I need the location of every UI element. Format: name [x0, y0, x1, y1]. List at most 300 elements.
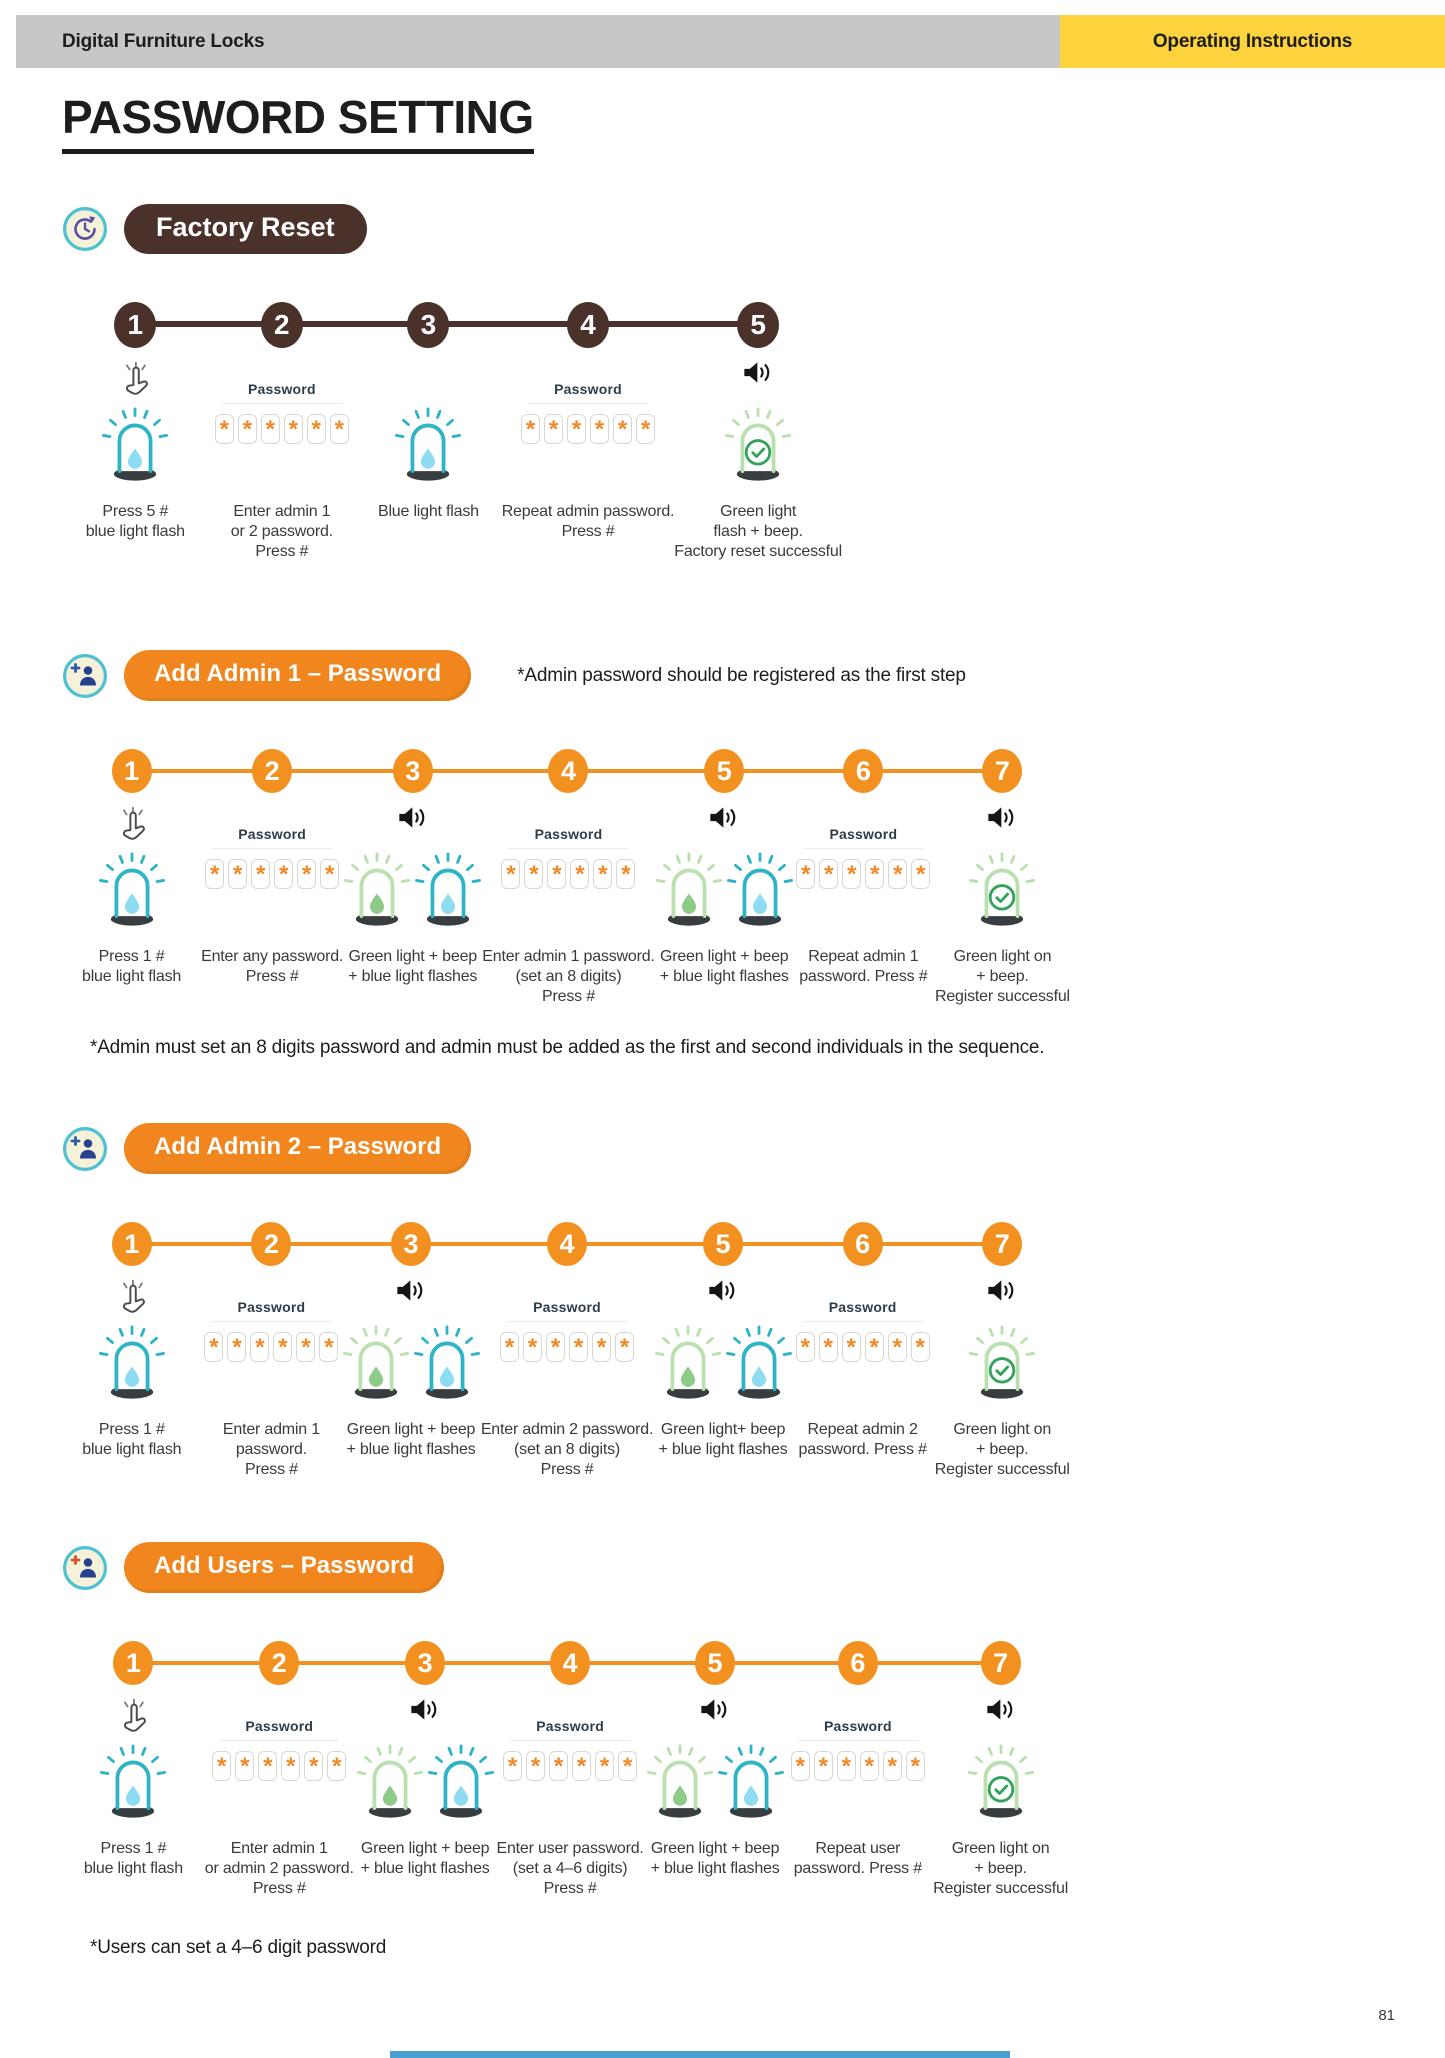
caption-line: + beep.	[974, 1860, 1027, 1877]
caption-line: Green light + beep	[348, 948, 477, 965]
section-title-pill: Factory Reset	[124, 204, 367, 254]
password-underline	[798, 1740, 918, 1741]
password-box	[842, 1332, 861, 1362]
password-underline	[803, 1321, 923, 1322]
caption-line: blue light flash	[83, 1860, 183, 1877]
password-box	[547, 859, 566, 889]
password-box	[819, 859, 838, 889]
caption-line: Factory reset successful	[674, 543, 842, 560]
section-title-pill: Add Admin 1 – Password	[124, 650, 471, 701]
step-caption	[347, 1420, 476, 1460]
speaker-icon	[395, 1278, 427, 1308]
password-box	[327, 1751, 346, 1781]
step-5	[653, 1222, 793, 1480]
asterisk-icon: *	[864, 1753, 874, 1780]
step-7	[929, 1641, 1072, 1899]
lock-icons	[969, 844, 1035, 933]
asterisk-icon: *	[599, 1753, 610, 1780]
lock-icons	[655, 1317, 792, 1406]
lock-blue-icon	[395, 399, 461, 488]
password-underline	[507, 1321, 627, 1322]
caption-line: Green light on	[951, 1840, 1050, 1857]
asterisk-icon: *	[869, 1334, 879, 1361]
caption-line: + blue light flashes	[346, 1441, 476, 1458]
caption-line: Green light on	[953, 1421, 1052, 1438]
caption-line: + blue light flashes	[348, 968, 478, 985]
password-box	[273, 1332, 292, 1362]
asterisk-icon: *	[847, 861, 857, 888]
lock-blue-icon	[414, 1317, 480, 1406]
step-number: 3	[393, 749, 433, 793]
asterisk-icon: *	[621, 861, 631, 888]
speaker-icon	[707, 1278, 739, 1308]
password-box	[304, 1751, 323, 1781]
step-visual	[209, 360, 356, 488]
caption-line: blue light flash	[85, 523, 185, 540]
lock-icons	[725, 399, 791, 488]
history-reset-icon	[62, 206, 108, 252]
asterisk-icon: *	[598, 861, 608, 888]
step-7	[933, 749, 1072, 1007]
section-header	[62, 1542, 1383, 1593]
press-finger-icon	[114, 805, 150, 855]
lock-green-icon	[656, 844, 722, 933]
asterisk-icon: *	[527, 1334, 538, 1361]
lock-icons	[99, 1317, 165, 1406]
step-caption	[378, 502, 479, 522]
speaker-icon	[699, 1697, 731, 1727]
page-title: PASSWORD SETTING	[62, 94, 534, 154]
asterisk-icon: *	[617, 416, 628, 443]
press-finger-icon	[114, 1278, 150, 1328]
password-label: Password	[247, 381, 316, 397]
asterisk-icon: *	[301, 1334, 311, 1361]
step-visual	[341, 1278, 481, 1406]
password-box	[238, 414, 257, 444]
password-box	[521, 414, 540, 444]
asterisk-icon: *	[846, 1334, 856, 1361]
page-number: 81	[1378, 2007, 1395, 2024]
asterisk-icon: *	[576, 1753, 587, 1780]
password-box	[814, 1751, 833, 1781]
step-visual	[202, 1278, 342, 1406]
step-caption	[935, 1420, 1070, 1480]
caption-line: Enter admin 1	[233, 503, 331, 520]
caption-line: Press #	[561, 523, 615, 540]
password-display	[521, 381, 655, 444]
password-display	[796, 826, 930, 889]
asterisk-icon: *	[324, 1334, 334, 1361]
step-number: 5	[704, 749, 744, 793]
asterisk-icon: *	[504, 1334, 515, 1361]
step-number: 5	[695, 1641, 735, 1685]
step-visual	[343, 805, 482, 933]
step-caption	[651, 1839, 780, 1879]
press-finger-icon	[115, 1697, 151, 1747]
asterisk-icon: *	[507, 1753, 518, 1780]
asterisk-icon: *	[800, 1334, 810, 1361]
caption-line: + blue light flashes	[360, 1860, 490, 1877]
step-visual	[933, 805, 1072, 933]
password-box	[906, 1751, 925, 1781]
asterisk-icon: *	[640, 416, 651, 443]
asterisk-icon: *	[552, 861, 562, 888]
step-caption	[482, 947, 654, 1007]
asterisk-icon: *	[334, 416, 345, 443]
step-number: 3	[391, 1222, 431, 1266]
password-box	[796, 1332, 815, 1362]
asterisk-icon: *	[217, 1753, 227, 1780]
caption-line: Press #	[255, 543, 309, 560]
step-number: 4	[548, 749, 588, 793]
password-box	[613, 414, 632, 444]
caption-line: Press #	[543, 1880, 597, 1897]
step-caption	[348, 947, 477, 987]
asterisk-icon: *	[525, 416, 536, 443]
steps-row	[62, 1222, 1072, 1480]
lock-icons	[100, 1736, 166, 1825]
step-number: 7	[981, 1641, 1021, 1685]
step-6	[786, 1641, 929, 1899]
password-label: Password	[533, 1299, 601, 1315]
step-visual	[786, 1697, 929, 1825]
password-boxes	[215, 414, 349, 444]
caption-line: + beep.	[976, 1441, 1029, 1458]
caption-line: flash + beep.	[713, 523, 803, 540]
step-number: 7	[982, 1222, 1022, 1266]
asterisk-icon: *	[594, 416, 605, 443]
section-footnote: *Admin must set an 8 digits password and admin must be added as the first and second individuals in the sequence.	[90, 1037, 1045, 1058]
asterisk-icon: *	[893, 861, 903, 888]
step-6	[794, 749, 933, 1007]
caption-line: Press #	[244, 1461, 298, 1478]
password-box	[251, 859, 270, 889]
asterisk-icon: *	[309, 1753, 319, 1780]
lock-icons	[344, 844, 481, 933]
caption-line: Repeat user	[815, 1840, 901, 1857]
step-visual	[62, 360, 209, 488]
password-box	[888, 1332, 907, 1362]
lock-icons	[395, 399, 461, 488]
password-label: Password	[829, 826, 898, 842]
step-number: 1	[113, 1641, 153, 1685]
password-box	[500, 1332, 519, 1362]
password-box	[616, 859, 635, 889]
caption-line: password. Press #	[793, 1860, 922, 1877]
caption-line: password.	[235, 1441, 307, 1458]
caption-line: Blue light flash	[377, 503, 479, 520]
lock-green-check-icon	[969, 844, 1035, 933]
password-boxes	[796, 859, 930, 889]
step-visual	[655, 805, 794, 933]
step-caption	[361, 1839, 490, 1879]
asterisk-icon: *	[548, 416, 559, 443]
step-visual	[793, 1278, 933, 1406]
password-box	[791, 1751, 810, 1781]
step-number: 6	[843, 749, 883, 793]
asterisk-icon: *	[301, 861, 312, 888]
password-label: Password	[534, 826, 603, 842]
password-underline	[803, 848, 923, 849]
asterisk-icon: *	[841, 1753, 851, 1780]
step-1	[62, 1222, 202, 1480]
lock-green-check-icon	[968, 1736, 1034, 1825]
caption-line: or 2 password.	[230, 523, 333, 540]
asterisk-icon: *	[916, 861, 926, 888]
section-add-users	[62, 1542, 1383, 1959]
password-box	[281, 1751, 300, 1781]
lock-blue-icon	[415, 844, 481, 933]
lock-green-icon	[344, 844, 410, 933]
step-visual	[932, 1278, 1072, 1406]
step-caption	[223, 1420, 320, 1480]
step-number: 5	[737, 302, 779, 348]
page-content	[0, 68, 1445, 1959]
step-7	[932, 1222, 1072, 1480]
password-box	[865, 1332, 884, 1362]
caption-line: Register successful	[934, 988, 1070, 1005]
step-visual	[62, 1697, 205, 1825]
password-box	[205, 859, 224, 889]
password-box	[319, 1332, 338, 1362]
step-caption	[674, 502, 842, 562]
password-box	[572, 1751, 591, 1781]
asterisk-icon: *	[219, 416, 230, 443]
lock-green-icon	[647, 1736, 713, 1825]
step-1	[62, 302, 209, 562]
step-caption	[799, 947, 927, 987]
step-caption	[794, 1839, 922, 1879]
steps-row	[62, 749, 1072, 1007]
header-bar	[16, 15, 1445, 68]
password-box	[501, 859, 520, 889]
password-box	[296, 1332, 315, 1362]
step-5	[655, 749, 794, 1007]
asterisk-icon: *	[818, 1753, 828, 1780]
password-label: Password	[554, 381, 622, 397]
step-visual	[355, 360, 502, 488]
step-3	[341, 1222, 481, 1480]
speaker-icon	[742, 360, 774, 390]
password-label: Password	[823, 1718, 892, 1734]
caption-line: Repeat admin 1	[808, 948, 919, 965]
password-box	[837, 1751, 856, 1781]
password-box	[212, 1751, 231, 1781]
caption-line: Press #	[542, 988, 595, 1005]
step-visual	[929, 1697, 1072, 1825]
password-box	[215, 414, 234, 444]
password-boxes	[521, 414, 655, 444]
caption-line: Press #	[540, 1461, 594, 1478]
step-number: 2	[259, 1641, 299, 1685]
lock-icons	[343, 1317, 480, 1406]
password-box	[523, 1332, 542, 1362]
step-number: 1	[112, 1222, 152, 1266]
password-box	[320, 859, 339, 889]
lock-icons	[647, 1736, 784, 1825]
caption-line: Green light	[720, 503, 797, 520]
password-box	[636, 414, 655, 444]
password-box	[258, 1751, 277, 1781]
lock-green-icon	[655, 1317, 721, 1406]
section-footnote: *Users can set a 4–6 digit password	[90, 1937, 387, 1958]
password-underline	[528, 403, 648, 404]
asterisk-icon: *	[255, 1334, 265, 1361]
asterisk-icon: *	[622, 1753, 633, 1780]
caption-line: + blue light flashes	[658, 1441, 788, 1458]
lock-icons	[357, 1736, 494, 1825]
lock-green-check-icon	[969, 1317, 1035, 1406]
speaker-icon	[409, 1697, 441, 1727]
lock-green-icon	[357, 1736, 423, 1825]
caption-line: Green light + beep	[346, 1421, 476, 1438]
step-caption	[799, 1420, 927, 1460]
password-box	[911, 859, 930, 889]
asterisk-icon: *	[263, 1753, 273, 1780]
caption-line: Press 1 #	[100, 1840, 167, 1857]
step-caption	[82, 947, 181, 987]
step-1	[62, 1641, 205, 1899]
step-caption	[660, 947, 789, 987]
password-display	[501, 826, 635, 889]
password-box	[261, 414, 280, 444]
step-visual	[62, 1278, 202, 1406]
caption-line: (set an 8 digits)	[514, 1441, 621, 1458]
caption-line: Register successful	[933, 1880, 1069, 1897]
password-underline	[222, 403, 342, 404]
step-visual	[62, 805, 201, 933]
step-visual	[794, 805, 933, 933]
password-box	[569, 1332, 588, 1362]
lock-blue-icon	[727, 844, 793, 933]
caption-line: blue light flash	[82, 968, 182, 985]
password-label: Password	[238, 826, 307, 842]
sections-container	[62, 204, 1383, 1959]
step-number: 2	[261, 302, 303, 348]
password-box	[615, 1332, 634, 1362]
step-number: 4	[567, 302, 609, 348]
step-caption	[935, 947, 1070, 1007]
step-number: 2	[252, 749, 292, 793]
step-2	[205, 1641, 354, 1899]
asterisk-icon: *	[278, 1334, 288, 1361]
step-number: 4	[547, 1222, 587, 1266]
caption-line: password. Press #	[799, 968, 928, 985]
section-factory-reset	[62, 204, 1383, 562]
step-caption	[82, 1420, 181, 1460]
password-boxes	[212, 1751, 346, 1781]
asterisk-icon: *	[232, 1334, 242, 1361]
asterisk-icon: *	[823, 1334, 833, 1361]
step-number: 4	[550, 1641, 590, 1685]
lock-blue-icon	[428, 1736, 494, 1825]
step-visual	[354, 1697, 497, 1825]
section-header	[62, 204, 1383, 254]
lock-icons	[969, 1317, 1035, 1406]
password-display	[503, 1718, 637, 1781]
lock-icons	[656, 844, 793, 933]
add-person-icon	[62, 1545, 108, 1591]
password-box	[546, 1332, 565, 1362]
caption-line: + blue light flashes	[659, 968, 789, 985]
section-header	[62, 1123, 1383, 1174]
password-box	[590, 414, 609, 444]
step-2	[209, 302, 356, 562]
asterisk-icon: *	[801, 861, 811, 888]
step-2	[201, 749, 343, 1007]
step-caption	[201, 947, 343, 987]
step-caption	[86, 502, 185, 542]
step-caption	[502, 502, 675, 542]
caption-line: blue light flash	[82, 1441, 182, 1458]
password-display	[205, 826, 339, 889]
caption-line: (set an 8 digits)	[515, 968, 622, 985]
step-number: 2	[251, 1222, 291, 1266]
asterisk-icon: *	[892, 1334, 902, 1361]
password-display	[215, 381, 349, 444]
step-4	[481, 1222, 653, 1480]
password-label: Password	[536, 1718, 604, 1734]
steps-row	[62, 302, 842, 562]
password-box	[595, 1751, 614, 1781]
speaker-icon	[986, 805, 1018, 835]
press-finger-icon	[117, 360, 153, 410]
password-boxes	[501, 859, 635, 889]
step-number: 6	[838, 1641, 878, 1685]
step-visual	[674, 360, 842, 488]
asterisk-icon: *	[553, 1753, 564, 1780]
lock-blue-icon	[100, 1736, 166, 1825]
step-visual	[644, 1697, 787, 1825]
asterisk-icon: *	[529, 861, 539, 888]
password-box	[503, 1751, 522, 1781]
step-caption	[481, 1420, 653, 1480]
password-underline	[212, 848, 332, 849]
password-box	[297, 859, 316, 889]
password-box	[526, 1751, 545, 1781]
caption-line: Press 5 #	[102, 503, 169, 520]
password-box	[307, 414, 326, 444]
password-box	[796, 859, 815, 889]
password-box	[567, 414, 586, 444]
password-underline	[211, 1321, 331, 1322]
lock-blue-icon	[102, 399, 168, 488]
caption-line: password. Press #	[798, 1441, 927, 1458]
password-display	[204, 1299, 338, 1362]
caption-line: Green light+ beep	[660, 1421, 786, 1438]
caption-line: Press #	[245, 968, 299, 985]
section-title-pill: Add Admin 2 – Password	[124, 1123, 471, 1174]
caption-line: + blue light flashes	[650, 1860, 780, 1877]
step-visual	[481, 1278, 653, 1406]
speaker-icon	[397, 805, 429, 835]
caption-line: (set a 4–6 digits)	[512, 1860, 628, 1877]
step-2	[202, 1222, 342, 1480]
asterisk-icon: *	[242, 416, 253, 443]
caption-line: or admin 2 password.	[204, 1860, 354, 1877]
section-add-admin-1	[62, 650, 1383, 1059]
step-visual	[497, 1697, 644, 1825]
step-1	[62, 749, 201, 1007]
section-inline-note: *Admin password should be registered as the first step	[517, 664, 966, 686]
asterisk-icon: *	[550, 1334, 561, 1361]
password-box	[570, 859, 589, 889]
step-caption	[231, 502, 333, 562]
speaker-icon	[985, 1697, 1017, 1727]
step-visual	[482, 805, 654, 933]
asterisk-icon: *	[240, 1753, 250, 1780]
caption-line: Enter user password.	[496, 1840, 644, 1857]
